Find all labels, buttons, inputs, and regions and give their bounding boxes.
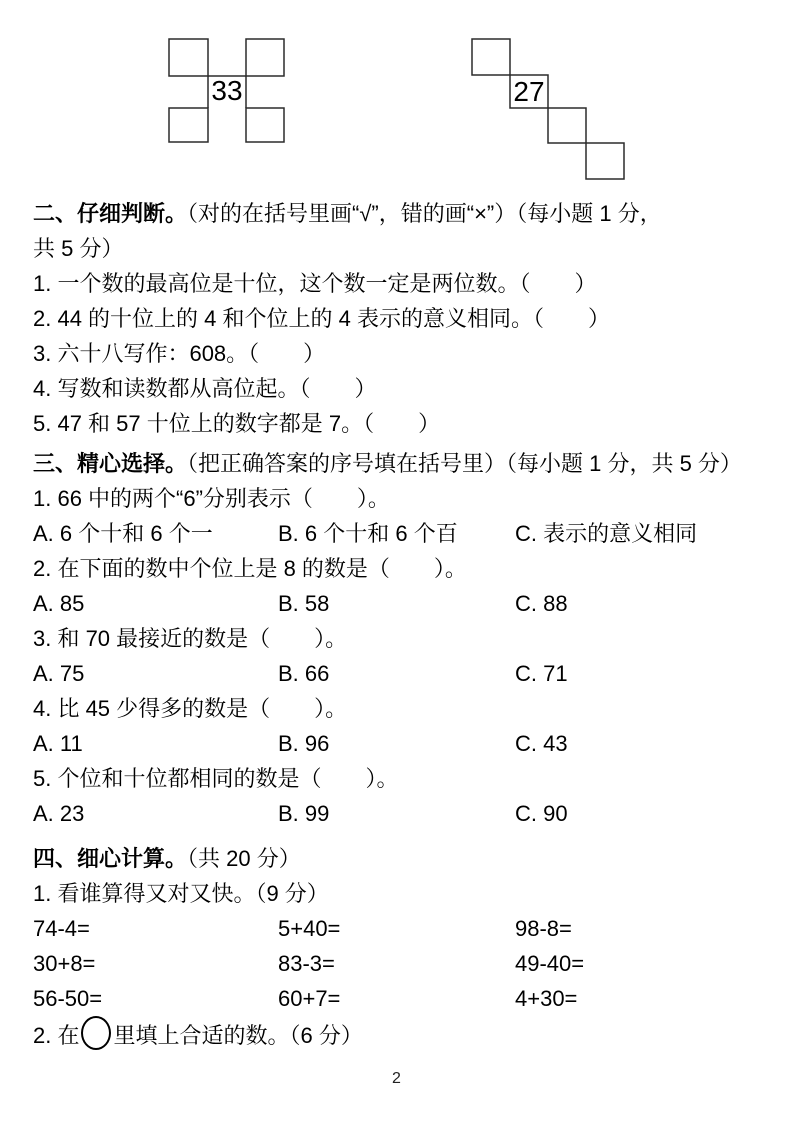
section-judge-instructions: （对的在括号里画“√”，错的画“×”）（每小题 1 分，: [187, 201, 662, 226]
option-c: C. 71: [515, 661, 568, 686]
section-calc-title: 四、细心计算。: [33, 846, 188, 871]
option-c: C. 表示的意义相同: [515, 521, 698, 546]
section-choice-instructions: （把正确答案的序号填在括号里）（每小题 1 分，共 5 分）: [187, 451, 742, 476]
section-judge-header: [33, 196, 759, 231]
option-b: B. 66: [278, 661, 330, 686]
option-c: C. 90: [515, 801, 568, 826]
section-judge-instructions-cont: 共 5 分）: [33, 236, 124, 261]
number-neighbors-figure-33: [168, 38, 286, 144]
calc-part1-title: 1. 看谁算得又对又快。（9 分）: [33, 881, 329, 906]
calc-part2-suffix: 里填上合适的数。（6 分）: [113, 1023, 363, 1048]
option-b: B. 58: [278, 591, 330, 616]
answer-box: [169, 39, 208, 76]
option-a: A. 6 个十和 6 个一: [33, 521, 213, 546]
section-judge-title: 二、仔细判断。: [33, 201, 188, 226]
judge-item-3: 3. 六十八写作：608。（ ）: [33, 341, 326, 366]
calc-problem: 98-8=: [515, 916, 572, 941]
blank-circle: [81, 1016, 111, 1050]
judge-item-2: 2. 44 的十位上的 4 和个位上的 4 表示的意义相同。（ ）: [33, 306, 610, 331]
figure-value: 27: [513, 76, 545, 107]
answer-box: [472, 39, 510, 75]
option-a: A. 85: [33, 591, 85, 616]
calc-row-2: [33, 946, 759, 981]
section-calc-points: （共 20 分）: [187, 846, 301, 871]
calc-row-1: [33, 911, 759, 946]
calc-row-3: [33, 981, 759, 1016]
calc-problem: 49-40=: [515, 951, 585, 976]
calc-part2-prefix: 2. 在: [33, 1023, 80, 1048]
calc-problem: 60+7=: [278, 986, 341, 1011]
paper-body: [33, 196, 759, 1053]
answer-box: [169, 108, 208, 142]
option-a: A. 75: [33, 661, 85, 686]
section-choice: [33, 446, 759, 831]
judge-item-1: 1. 一个数的最高位是十位，这个数一定是两位数。（ ）: [33, 271, 597, 296]
section-calc: [33, 841, 759, 1053]
choice-options-5: [33, 796, 759, 831]
judge-item-4: 4. 写数和读数都从高位起。（ ）: [33, 376, 377, 401]
calc-problem: 74-4=: [33, 916, 90, 941]
choice-options-1: [33, 516, 759, 551]
choice-question-3: 3. 和 70 最接近的数是（ ）。: [33, 626, 348, 651]
calc-problem: 4+30=: [515, 986, 578, 1011]
choice-options-3: [33, 656, 759, 691]
option-c: C. 43: [515, 731, 568, 756]
calc-problem: 30+8=: [33, 951, 96, 976]
calc-problem: 83-3=: [278, 951, 335, 976]
number-staircase-figure-27: [471, 38, 626, 180]
answer-box: [246, 39, 284, 76]
option-b: B. 6 个十和 6 个百: [278, 521, 458, 546]
answer-box: [586, 143, 624, 179]
choice-options-2: [33, 586, 759, 621]
option-b: B. 99: [278, 801, 330, 826]
choice-options-4: [33, 726, 759, 761]
option-c: C. 88: [515, 591, 568, 616]
calc-problem: 5+40=: [278, 916, 341, 941]
option-a: A. 11: [33, 731, 83, 756]
section-choice-title: 三、精心选择。: [33, 451, 188, 476]
calc-part2-title: [33, 1016, 759, 1053]
option-b: B. 96: [278, 731, 330, 756]
option-a: A. 23: [33, 801, 85, 826]
answer-box: [548, 108, 586, 143]
choice-question-1: 1. 66 中的两个“6”分别表示（ ）。: [33, 486, 390, 511]
judge-item-5: 5. 47 和 57 十位上的数字都是 7。（ ）: [33, 411, 441, 436]
figure-center-value: 33: [211, 75, 243, 106]
answer-box: [246, 108, 284, 142]
section-judge: [33, 196, 759, 441]
calc-problem: 56-50=: [33, 986, 103, 1011]
choice-question-2: 2. 在下面的数中个位上是 8 的数是（ ）。: [33, 556, 467, 581]
choice-question-4: 4. 比 45 少得多的数是（ ）。: [33, 696, 348, 721]
section-choice-header: [33, 446, 759, 481]
choice-question-5: 5. 个位和十位都相同的数是（ ）。: [33, 766, 399, 791]
page-number: 2: [392, 1070, 401, 1087]
section-calc-header: [33, 841, 759, 876]
